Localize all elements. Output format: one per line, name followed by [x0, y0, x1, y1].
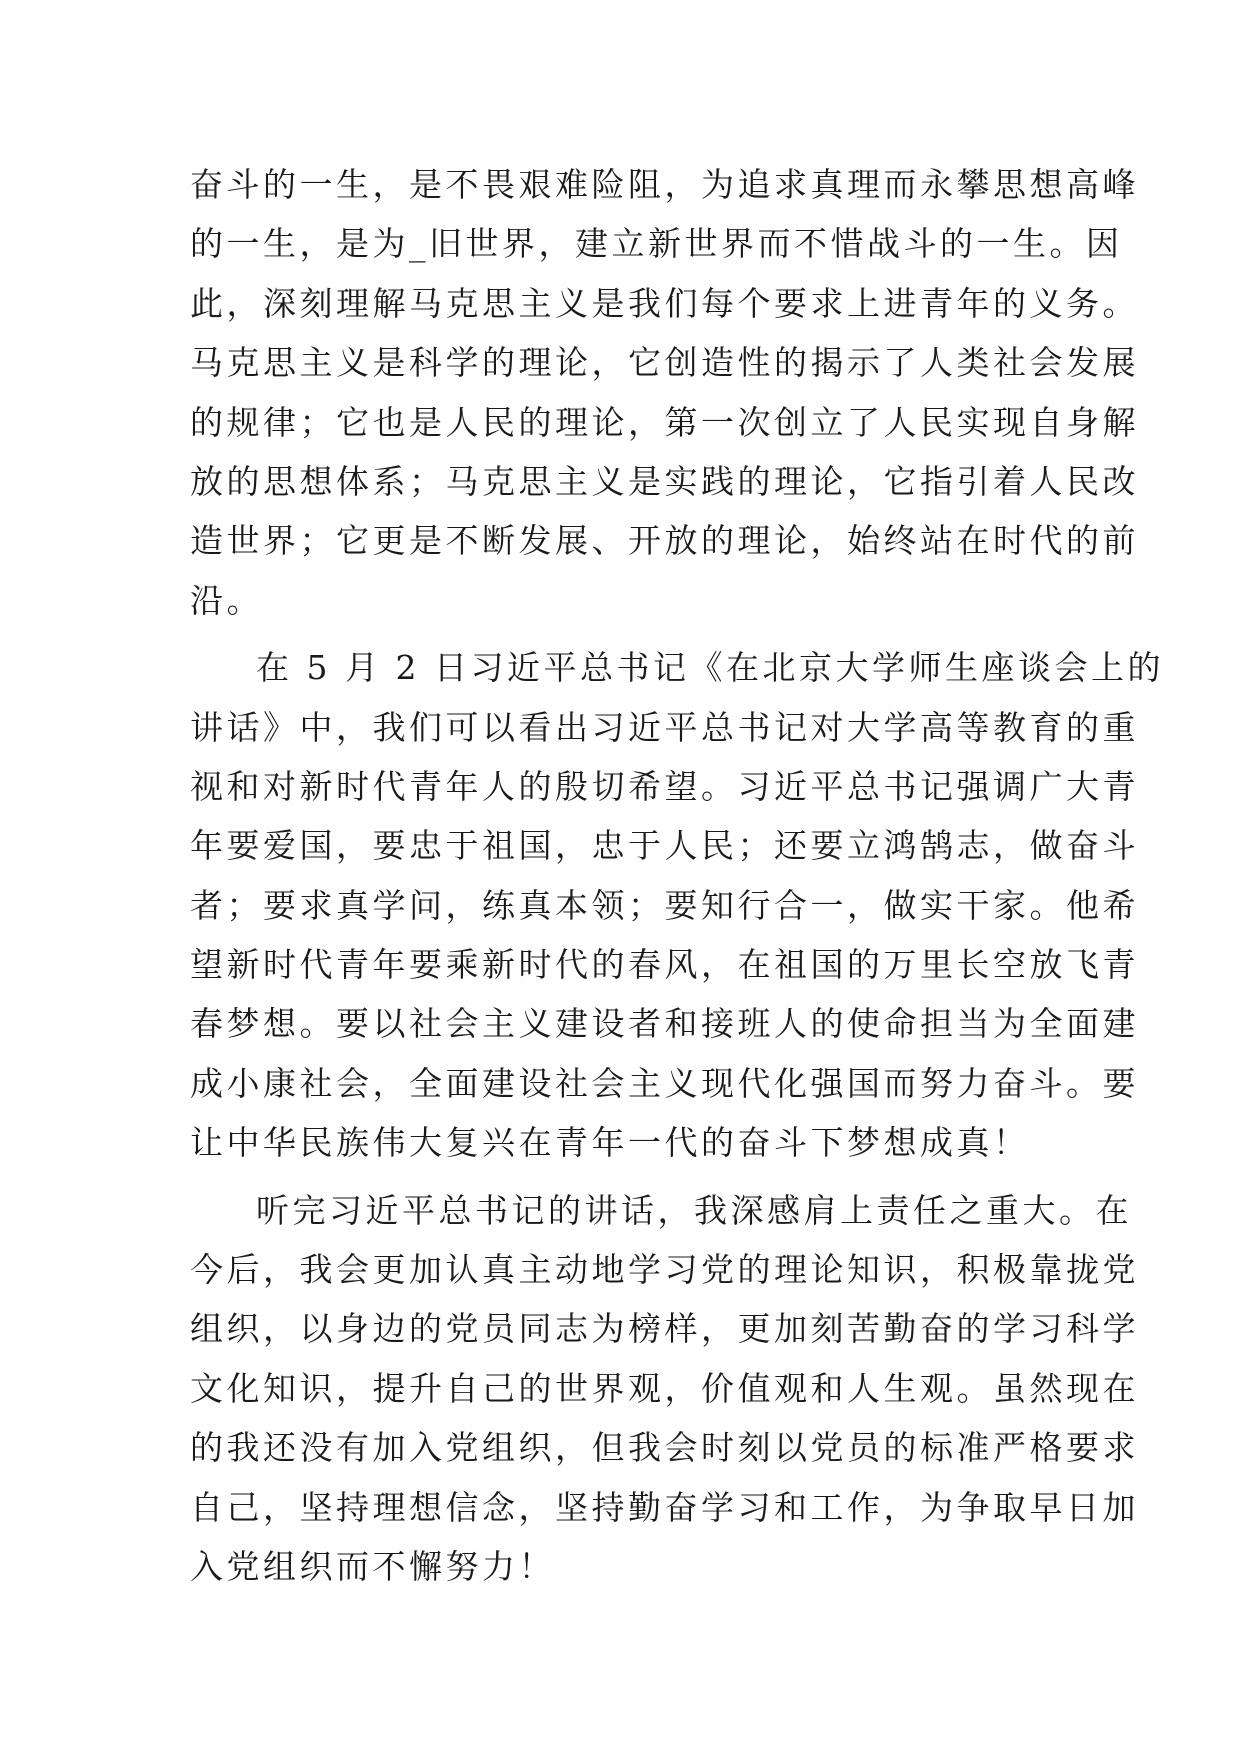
text-line: 自己，坚持理想信念，坚持勤奋学习和工作，为争取早日加: [190, 1487, 1139, 1527]
text-line: 沿。: [190, 580, 263, 620]
text-line: 让中华民族伟大复兴在青年一代的奋斗下梦想成真！: [190, 1123, 1030, 1163]
text-line: 组织，以身边的党员同志为榜样，更加刻苦勤奋的学习科学: [190, 1309, 1139, 1349]
text-line: 者；要求真学问，练真本领；要知行合一，做实干家。他希: [190, 885, 1139, 925]
paragraph-3: [190, 1181, 1139, 1597]
text-line: 年要爱国，要忠于祖国，忠于人民；还要立鸿鹄志，做奋斗: [190, 826, 1139, 866]
body-text: [190, 155, 1164, 1596]
text-line: 入党组织而不懈努力！: [190, 1546, 555, 1586]
text-line: 此，深刻理解马克思主义是我们每个要求上进青年的义务。: [190, 283, 1139, 323]
text-line-indented: 在 5 月 2 日习近平总书记《在北京大学师生座谈会上的: [256, 648, 1164, 688]
text-line: 的我还没有加入党组织，但我会时刻以党员的标准严格要求: [190, 1428, 1139, 1468]
text-line: 讲话》中，我们可以看出习近平总书记对大学高等教育的重: [190, 707, 1139, 747]
text-line-indented: 听完习近平总书记的讲话，我深感肩上责任之重大。在: [256, 1190, 1132, 1230]
text-line: 奋斗的一生，是不畏艰难险阻，为追求真理而永攀思想高峰: [190, 165, 1139, 204]
text-line: 文化知识，提升自己的世界观，价值观和人生观。虽然现在: [190, 1368, 1139, 1408]
text-line: 望新时代青年要乘新时代的春风，在祖国的万里长空放飞青: [190, 945, 1139, 985]
text-line: 的一生，是为_旧世界，建立新世界而不惜战斗的一生。因: [190, 224, 1123, 264]
text-line: 的规律；它也是人民的理论，第一次创立了人民实现自身解: [190, 402, 1139, 442]
paragraph-1: [190, 155, 1139, 630]
paragraph-2: [190, 638, 1164, 1173]
text-line: 放的思想体系；马克思主义是实践的理论，它指引着人民改: [190, 461, 1139, 501]
text-line: 造世界；它更是不断发展、开放的理论，始终站在时代的前: [190, 521, 1139, 561]
text-line: 成小康社会，全面建设社会主义现代化强国而努力奋斗。要: [190, 1063, 1139, 1103]
text-line: 马克思主义是科学的理论，它创造性的揭示了人类社会发展: [190, 343, 1139, 383]
text-line: 视和对新时代青年人的殷切希望。习近平总书记强调广大青: [190, 766, 1139, 806]
text-line: 春梦想。要以社会主义建设者和接班人的使命担当为全面建: [190, 1004, 1139, 1044]
text-line: 今后，我会更加认真主动地学习党的理论知识，积极靠拢党: [190, 1250, 1139, 1290]
